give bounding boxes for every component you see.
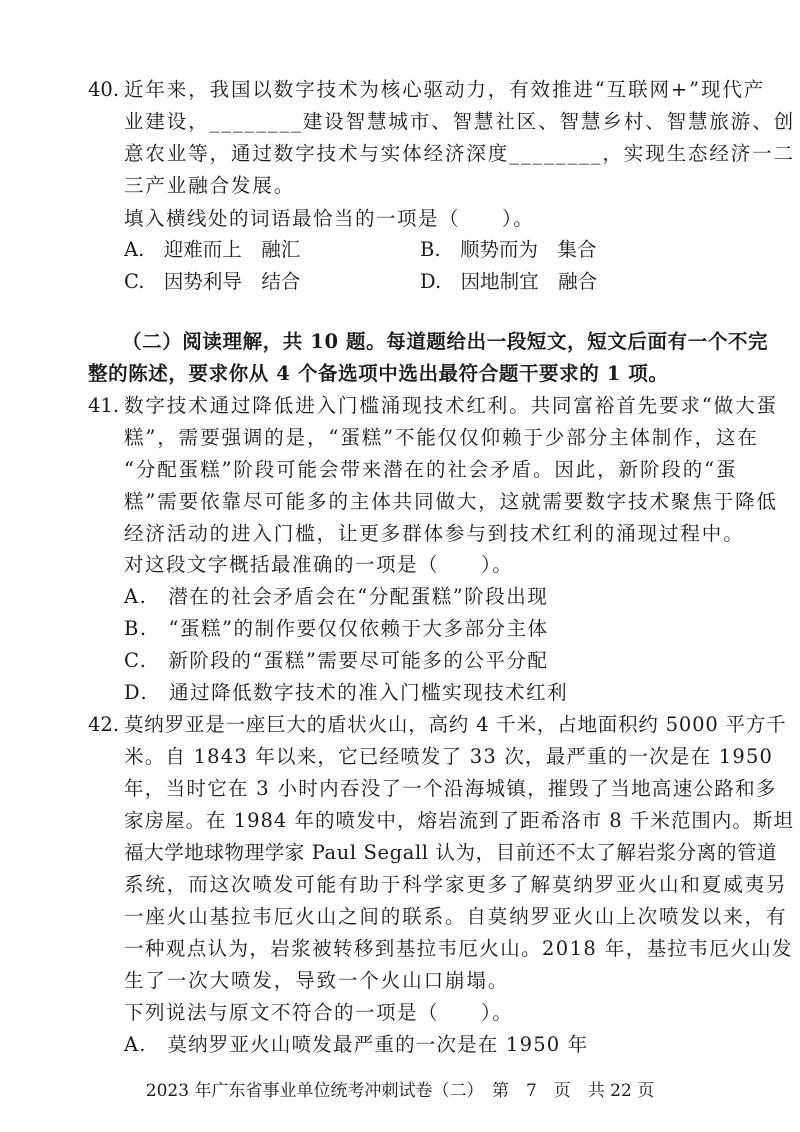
question-text-line: 系统，而这次喷发可能有助于科学家更多了解莫纳罗亚火山和夏威夷另 <box>124 873 788 896</box>
question-text-line: 家房屋。在 1984 年的喷发中，熔岩流到了距希洛市 8 千米范围内。斯坦 <box>124 809 794 832</box>
question-prompt: 下列说法与原文不符合的一项是（ ）。 <box>124 1001 514 1024</box>
question-text-line: 业建设，________建设智慧城市、智慧社区、智慧乡村、智慧旅游、创 <box>124 110 796 133</box>
question-prompt: 填入横线处的词语最恰当的一项是（ ）。 <box>124 207 535 230</box>
question-text-line: 米。自 1843 年以来，它已经喷发了 33 次，最严重的一次是在 1950 <box>124 745 774 768</box>
option-c[interactable]: C. 新阶段的“蛋糕”需要尽可能多的公平分配 <box>124 649 549 672</box>
section-heading-line: 整的陈述，要求你从 4 个备选项中选出最符合题干要求的 1 项。 <box>88 362 669 385</box>
question-number: 42. <box>88 713 120 736</box>
option-c[interactable]: C. 因势利导 结合 <box>124 270 301 293</box>
question-text-line: 三产业融合发展。 <box>124 174 296 197</box>
option-a[interactable]: A. 迎难而上 融汇 <box>124 238 301 261</box>
question-text-line: “分配蛋糕”阶段可能会带来潜在的社会矛盾。因此，新阶段的“蛋 <box>124 458 738 481</box>
question-text-line: 数字技术通过降低进入门槛涌现技术红利。共同富裕首先要求“做大蛋 <box>124 394 778 417</box>
section-heading-line: （二）阅读理解，共 10 题。每道题给出一段短文，短文后面有一个不完 <box>122 330 769 353</box>
question-text-line: 糕”，需要强调的是，“蛋糕”不能仅仅仰赖于少部分主体制作，这在 <box>124 426 759 449</box>
question-number: 40. <box>88 78 120 101</box>
option-b[interactable]: B. “蛋糕”的制作要仅仅依赖于大多部分主体 <box>124 617 549 640</box>
question-number: 41. <box>88 394 120 417</box>
option-b[interactable]: B. 顺势而为 集合 <box>420 238 597 261</box>
question-text-line: 福大学地球物理学家 Paul Segall 认为，目前还不太了解岩浆分离的管道 <box>124 841 778 864</box>
question-text-line: 年，当时它在 3 小时内吞没了一个沿海城镇，摧毁了当地高速公路和多 <box>124 777 777 800</box>
option-d[interactable]: D. 因地制宜 融合 <box>420 270 598 293</box>
question-text-line: 生了一次大喷发，导致一个火山口崩塌。 <box>124 969 510 992</box>
option-d[interactable]: D. 通过降低数字技术的准入门槛实现技术红利 <box>124 681 569 704</box>
question-text-line: 糕”需要依靠尽可能多的主体共同做大，这就需要数字技术聚焦于降低 <box>124 490 778 513</box>
option-a[interactable]: A. 潜在的社会矛盾会在“分配蛋糕”阶段出现 <box>124 585 549 608</box>
page-footer: 2023 年广东省事业单位统考冲刺试卷（二） 第 7 页 共 22 页 <box>145 1081 655 1101</box>
question-text-line: 经济活动的进入门槛，让更多群体参与到技术红利的涌现过程中。 <box>124 522 745 545</box>
question-text-line: 一种观点认为，岩浆被转移到基拉韦厄火山。2018 年，基拉韦厄火山发 <box>124 937 793 960</box>
question-text-line: 一座火山基拉韦厄火山之间的联系。自莫纳罗亚火山上次喷发以来，有 <box>124 905 788 928</box>
question-text-line: 莫纳罗亚是一座巨大的盾状火山，高约 4 千米，占地面积约 5000 平方千 <box>124 713 787 736</box>
question-text-line: 意农业等，通过数字技术与实体经济深度________，实现生态经济一二 <box>124 142 796 165</box>
question-text-line: 近年来，我国以数字技术为核心驱动力，有效推进“互联网+”现代产 <box>124 78 766 101</box>
option-a[interactable]: A. 莫纳罗亚火山喷发最严重的一次是在 1950 年 <box>124 1033 589 1056</box>
question-prompt: 对这段文字概括最准确的一项是（ ）。 <box>124 553 514 576</box>
